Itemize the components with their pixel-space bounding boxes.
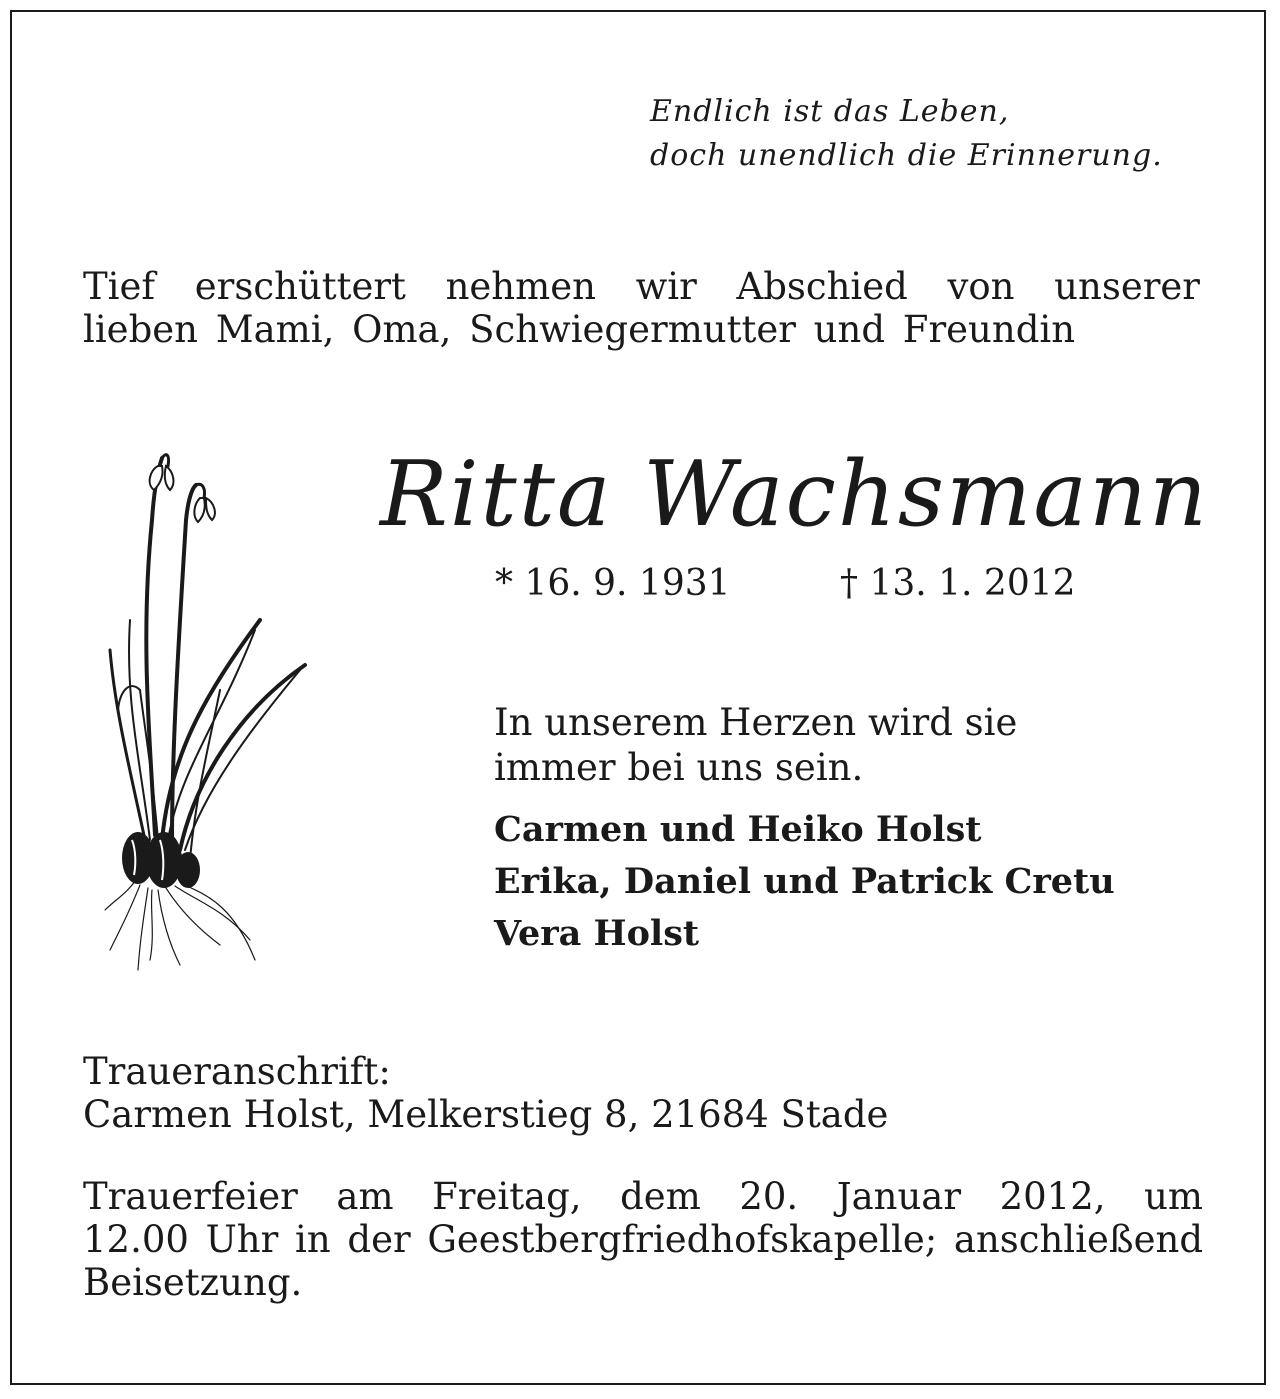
service-line-1: Trauerfeier am Freitag, dem 20. Januar 2012, um [83, 1175, 1203, 1218]
quote-line-1: In unserem Herzen wird sie [494, 701, 1018, 744]
service-line-3: Beisetzung. [83, 1261, 303, 1304]
deceased-name: Ritta Wachsmann [380, 442, 1209, 547]
intro-text [83, 265, 1200, 351]
quote [494, 700, 1017, 790]
quote-line-2: immer bei uns sein. [494, 746, 864, 789]
motto-line-1: Endlich ist das Leben, [650, 94, 1010, 129]
motto [650, 90, 1163, 178]
mourner-name: Vera Holst [494, 913, 700, 954]
service-line-2: 12.00 Uhr in der Geestbergfriedhofskapelle; anschließend [83, 1218, 1203, 1261]
address-label: Traueranschrift: [83, 1050, 391, 1093]
birth-date: * 16. 9. 1931 [495, 563, 731, 604]
death-date: † 13. 1. 2012 [840, 563, 1076, 604]
motto-line-2: doch unendlich die Erinnerung. [650, 138, 1163, 173]
address-value: Carmen Holst, Melkerstieg 8, 21684 Stade [83, 1093, 889, 1136]
mourner-name: Carmen und Heiko Holst [494, 809, 982, 850]
snowdrop-flower-icon [100, 440, 320, 980]
intro-line-2: lieben Mami, Oma, Schwiegermutter und Freundin [83, 308, 1076, 351]
mourner-name: Erika, Daniel und Patrick Cretu [494, 861, 1115, 902]
intro-line-1: Tief erschüttert nehmen wir Abschied von unserer [83, 265, 1200, 308]
mourners-list [494, 804, 1115, 960]
mourning-address [83, 1050, 888, 1136]
funeral-service [83, 1175, 1203, 1304]
